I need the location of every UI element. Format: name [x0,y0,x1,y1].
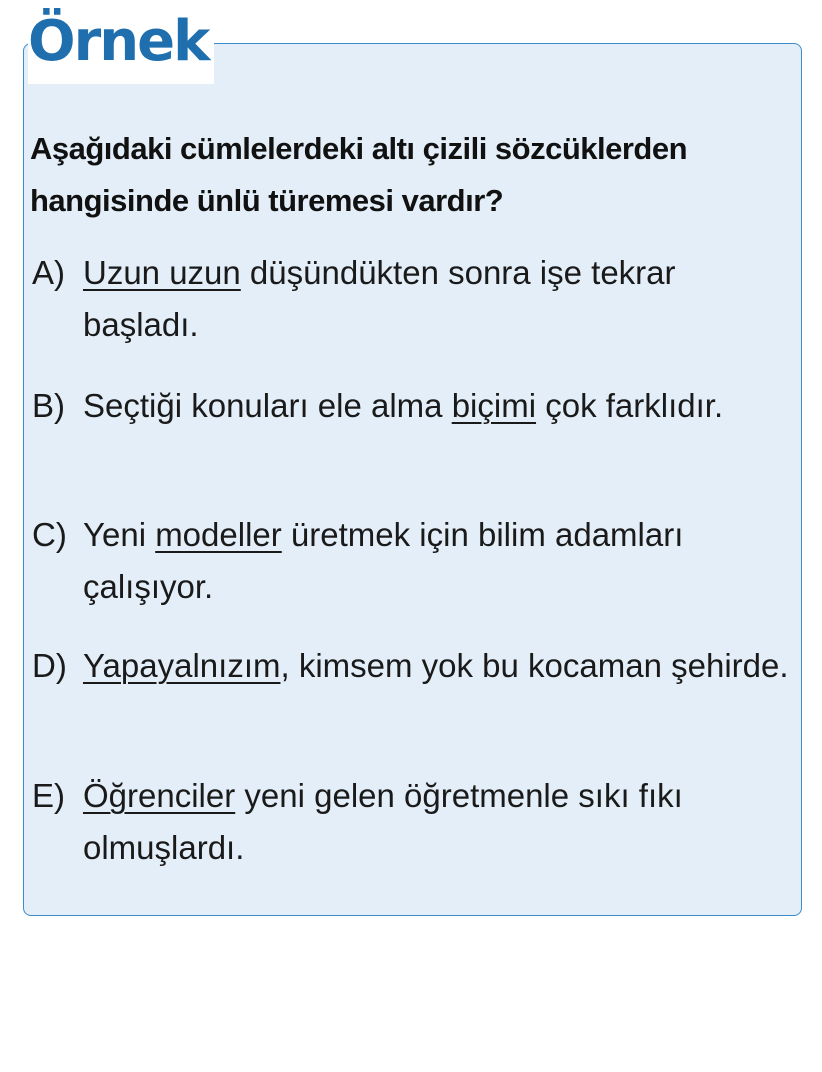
option-letter: B) [32,387,65,424]
underlined-word: Yapayalnızım [83,647,281,684]
option-letter: C) [32,516,67,553]
option-text-after: , kimsem yok bu kocaman şehirde. [280,647,789,684]
option-letter: E) [32,777,65,814]
example-title: Örnek [28,0,214,84]
option-text [83,380,792,432]
option-text-after: yeni gelen öğretmenle sıkı fıkı olmuşlardı. [83,777,683,866]
option-b[interactable] [32,380,792,432]
option-d[interactable] [32,640,792,692]
option-text [83,509,792,613]
option-letter: D) [32,647,67,684]
option-c[interactable] [32,509,792,613]
option-text-after: üretmek için bilim adamları çalışıyor. [83,516,684,605]
option-text-before: Yeni [83,516,156,553]
option-e[interactable] [32,770,792,874]
option-text [83,770,792,874]
option-text-after: düşündükten sonra işe tekrar başladı. [83,254,676,343]
option-letter: A) [32,254,65,291]
question-text: Aşağıdaki cümlelerdeki altı çizili sözcüklerden hangisinde ünlü türemesi vardır? [30,131,688,218]
option-text [83,247,792,351]
option-a[interactable] [32,247,792,351]
option-text [83,640,792,692]
underlined-word: biçimi [451,387,537,424]
underlined-word: modeller [155,516,282,553]
option-text-after: çok farklıdır. [536,387,724,424]
underlined-word: Uzun uzun [83,254,241,291]
underlined-word: Öğrenciler [83,777,236,814]
option-text-before: Seçtiği konuları ele alma [83,387,452,424]
